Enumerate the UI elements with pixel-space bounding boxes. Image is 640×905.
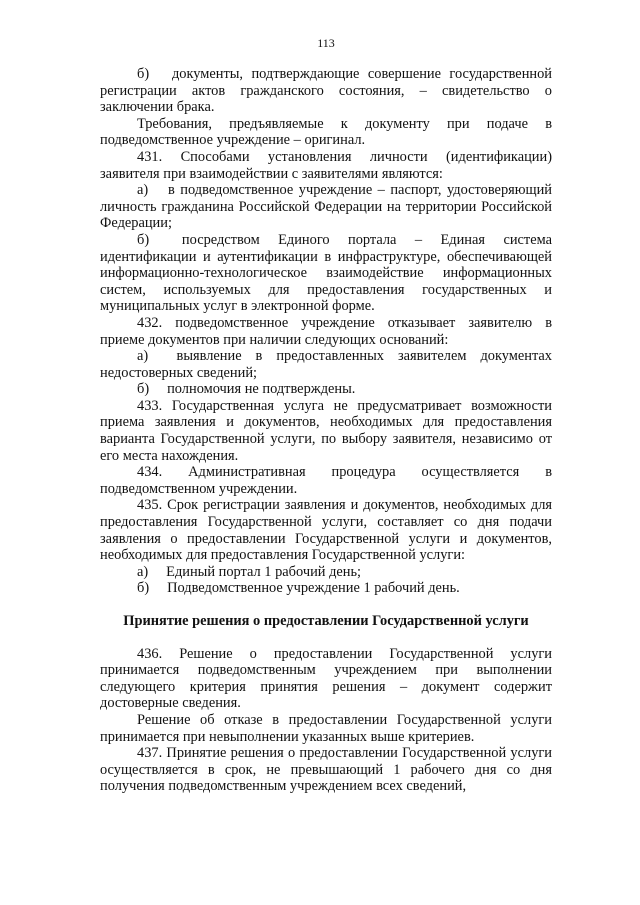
paragraph: б) полномочия не подтверждены.	[137, 381, 356, 398]
paragraph: а) Единый портал 1 рабочий день;	[137, 563, 362, 580]
paragraph: 435. Срок регистрации заявления и документов, необходимых для предоставления Государственной услуги, составляет со дня подачи заявления о предоставлении Государственной услуги и документов, необходимых для предоставления Государственной услуги:	[100, 497, 552, 564]
paragraph: 433. Государственная услуга не предусматривает возможности приема заявления и документов, необходимых для предоставления варианта Государственной услуги, по выбору заявителя, независимо от его места нахождения.	[100, 397, 552, 464]
paragraph: Решение об отказе в предоставлении Государственной услуги принимается при невыполнении указанных выше критериев.	[100, 711, 552, 745]
paragraph: 431. Способами установления личности (идентификации) заявителя при взаимодействии с заявителями являются:	[100, 148, 552, 182]
paragraph: 432. подведомственное учреждение отказывает заявителю в приеме документов при наличии следующих оснований:	[100, 314, 552, 348]
section-heading: Принятие решения о предоставлении Государственной услуги	[123, 613, 529, 629]
paragraph: 436. Решение о предоставлении Государственной услуги принимается подведомственным учреждением при выполнении следующего критерия принятия решения – документ содержит достоверные сведения.	[100, 645, 552, 712]
paragraph: 437. Принятие решения о предоставлении Государственной услуги осуществляется в срок, не превышающий 1 рабочего дня со дня получения подведомственным учреждением всех сведений,	[100, 745, 552, 795]
document-page	[100, 36, 552, 795]
paragraph: а) выявление в предоставленных заявителем документах недостоверных сведений;	[100, 348, 552, 381]
page-number: 113	[317, 36, 335, 50]
paragraph: б) документы, подтверждающие совершение государственной регистрации актов гражданского состояния, – свидетельство о заключении брака.	[100, 66, 552, 116]
paragraph: а) в подведомственное учреждение – паспорт, удостоверяющий личность гражданина Российской Федерации на территории Российской Федерации;	[100, 182, 552, 232]
paragraph: б) Подведомственное учреждение 1 рабочий день.	[137, 580, 460, 597]
paragraph: 434. Административная процедура осуществляется в подведомственном учреждении.	[100, 464, 552, 497]
paragraph: Требования, предъявляемые к документу при подаче в подведомственное учреждение – оригинал.	[100, 115, 552, 149]
paragraph: б) посредством Единого портала – Единая система идентификации и аутентификации в инфраструктуре, обеспечивающей информационно-технологическое взаимодействие информационных систем, используемых для предоставления государственных и муниципальных услуг в электронной форме.	[100, 231, 552, 315]
